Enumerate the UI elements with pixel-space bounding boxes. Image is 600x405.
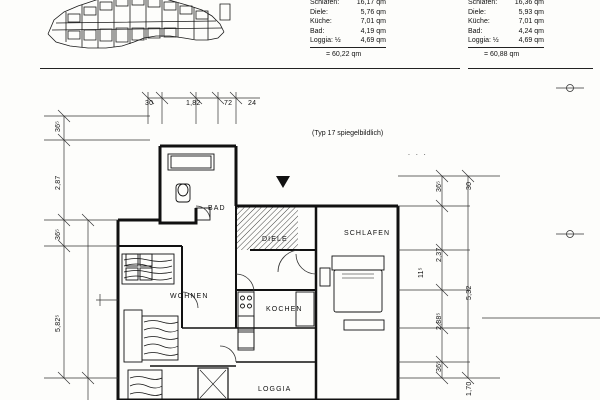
area-schedule-right (468, 0, 544, 60)
schedule-rule (468, 47, 544, 49)
schedule-row: Küche: 7,01 qm (468, 18, 544, 26)
room-label-loggia: LOGGIA (258, 386, 292, 393)
dim-left-2: 2,87 (55, 175, 62, 190)
sheet-divider-left (40, 68, 310, 69)
dim-right-1: 36⁵ (436, 180, 443, 192)
sheet-divider-mid (310, 68, 460, 69)
schedule-total-row: = 60,22 qm (326, 50, 362, 58)
sheet-divider-right (468, 68, 593, 69)
room-label-wohnen: WOHNEN (170, 293, 209, 300)
schedule-row: Bad: 4,19 qm (310, 27, 386, 35)
schedule-total-row: = 60,88 qm (484, 50, 520, 58)
room-label-bad: BAD (208, 205, 226, 212)
schedule-row: Loggia: ½ 4,69 qm (468, 37, 544, 45)
schedule-row: Schlafen: 16,36 qm (468, 0, 544, 6)
dim-right-6: 2,88⁵ (436, 312, 443, 330)
dim-right-5: 5,32 (466, 285, 473, 300)
schedule-row: Diele: 5,76 qm (310, 8, 386, 16)
room-label-kochen: KOCHEN (266, 306, 303, 313)
schedule-rule (310, 47, 386, 49)
floor-plan-drawing (0, 78, 600, 400)
room-label-schlafen: SCHLAFEN (344, 230, 391, 237)
dim-top-2: 1,82 (186, 100, 201, 107)
schedule-row: Bad: 4,24 qm (468, 27, 544, 35)
dim-right-3: 2,37 (436, 247, 443, 262)
area-schedule-left (310, 0, 386, 60)
schedule-row: Diele: 5,93 qm (468, 8, 544, 16)
schedule-row: Loggia: ½ 4,69 qm (310, 37, 386, 45)
dim-right-7: 36⁵ (436, 360, 443, 372)
dim-left-1: 36⁵ (55, 120, 62, 132)
dim-left-3: 36⁵ (55, 228, 62, 240)
dim-top-1: 30 (145, 100, 154, 107)
dim-right-8: 1,70 (466, 381, 473, 396)
dim-left-4: 5,82⁵ (55, 314, 62, 332)
schedule-row: Schlafen: 16,17 qm (310, 0, 386, 6)
room-label-diele: DIELE (262, 236, 288, 243)
ellipsis-note: . . . (408, 150, 428, 157)
dim-top-4: 24 (248, 100, 257, 107)
dim-right-4: 11⁵ (418, 267, 425, 278)
site-plan-sketch (44, 0, 234, 48)
mirror-note: (Typ 17 spiegelbildlich) (312, 130, 384, 137)
dim-right-2: 30 (466, 181, 473, 190)
dim-top-3: 72 (224, 100, 233, 107)
schedule-row: Küche: 7,01 qm (310, 18, 386, 26)
